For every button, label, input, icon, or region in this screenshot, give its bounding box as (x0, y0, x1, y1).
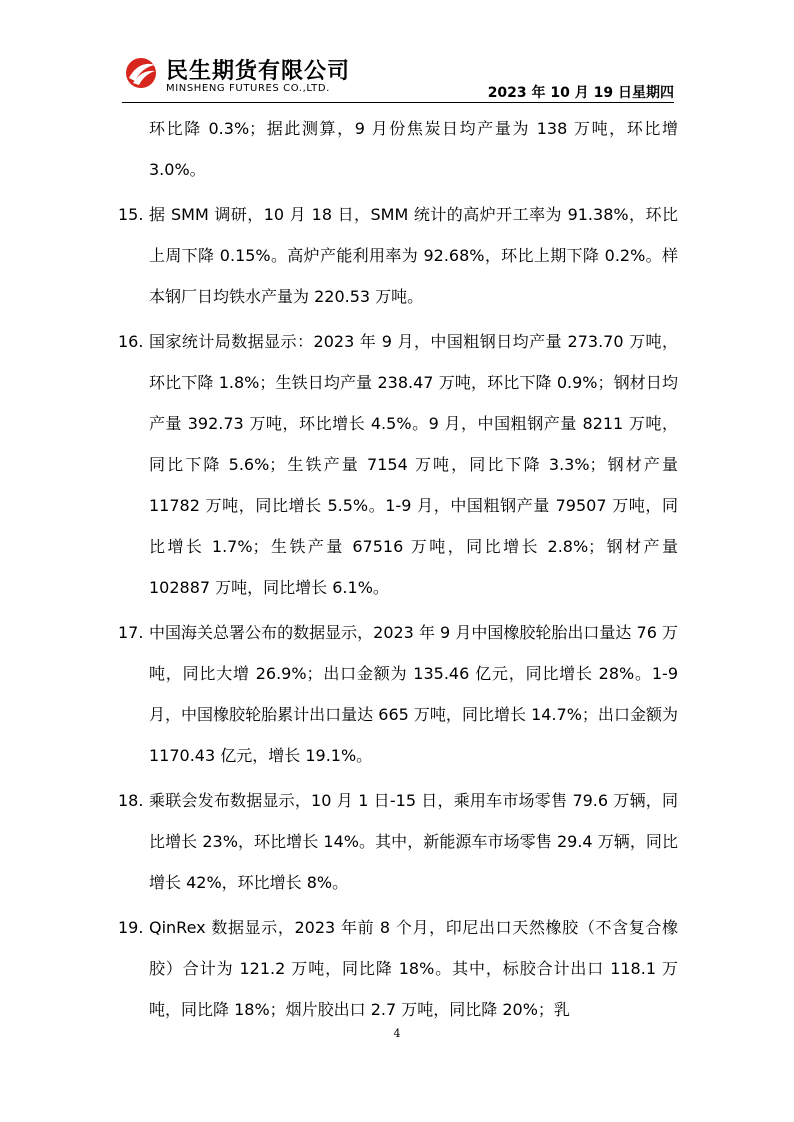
item-number: 18. (118, 791, 144, 810)
item-text: 据 SMM 调研，10 月 18 日，SMM 统计的高炉开工率为 91.38%，环比上周下降 0.15%。高炉产能利用率为 92.68%，环比上期下降 0.2%。样本钢厂日均铁水产量为 220.53 万吨。 (149, 205, 678, 306)
item-text: 中国海关总署公布的数据显示，2023 年 9 月中国橡胶轮胎出口量达 76 万吨，同比大增 26.9%；出口金额为 135.46 亿元，同比增长 28%。1-9 月，中国橡胶轮胎累计出口量达 665 万吨，同比增长 14.7%；出口金额为 1170.43 亿元，增长 19.1%。 (149, 623, 678, 765)
list-item (118, 321, 678, 608)
list-item (118, 780, 678, 903)
item-text: 国家统计局数据显示：2023 年 9 月，中国粗钢日均产量 273.70 万吨，环比下降 1.8%；生铁日均产量 238.47 万吨，环比下降 0.9%；钢材日均产量 392.73 万吨，环比增长 4.5%。9 月，中国粗钢产量 8211 万吨，同比下降 5.6%；生铁产量 7154 万吨，同比下降 3.3%；钢材产量 11782 万吨，同比增长 5.5%。1-9 月，中国粗钢产量 79507 万吨，同比增长 1.7%；生铁产量 67516 万吨，同比增长 2.8%；钢材产量 102887 万吨，同比增长 6.1%。 (149, 332, 678, 597)
item-number: 19. (118, 918, 144, 937)
item-number: 16. (118, 332, 144, 351)
header-divider (122, 102, 674, 103)
item-text: 乘联会发布数据显示，10 月 1 日-15 日，乘用车市场零售 79.6 万辆，同比增长 23%，环比增长 14%。其中，新能源车市场零售 29.4 万辆，同比增长 42%，环比增长 8%。 (149, 791, 678, 892)
report-body (118, 108, 678, 1030)
list-item (118, 907, 678, 1030)
company-name-cn: 民生期货有限公司 (166, 59, 351, 84)
continued-paragraph: 环比降 0.3%；据此测算，9 月份焦炭日均产量为 138 万吨，环比增 3.0%。 (149, 119, 678, 179)
list-item (118, 194, 678, 317)
item-number: 15. (118, 205, 144, 224)
page-header (122, 52, 674, 102)
page-number: 4 (393, 1027, 401, 1040)
company-name-en: MINSHENG FUTURES CO.,LTD. (166, 83, 330, 94)
minsheng-logo-icon (124, 56, 158, 90)
item-number: 17. (118, 623, 144, 642)
item-text: QinRex 数据显示，2023 年前 8 个月，印尼出口天然橡胶（不含复合橡胶）合计为 121.2 万吨，同比降 18%。其中，标胶合计出口 118.1 万吨，同比降 18%；烟片胶出口 2.7 万吨，同比降 20%；乳 (149, 918, 678, 1019)
list-item (118, 612, 678, 776)
report-date: 2023 年 10 月 19 日星期四 (487, 85, 674, 101)
